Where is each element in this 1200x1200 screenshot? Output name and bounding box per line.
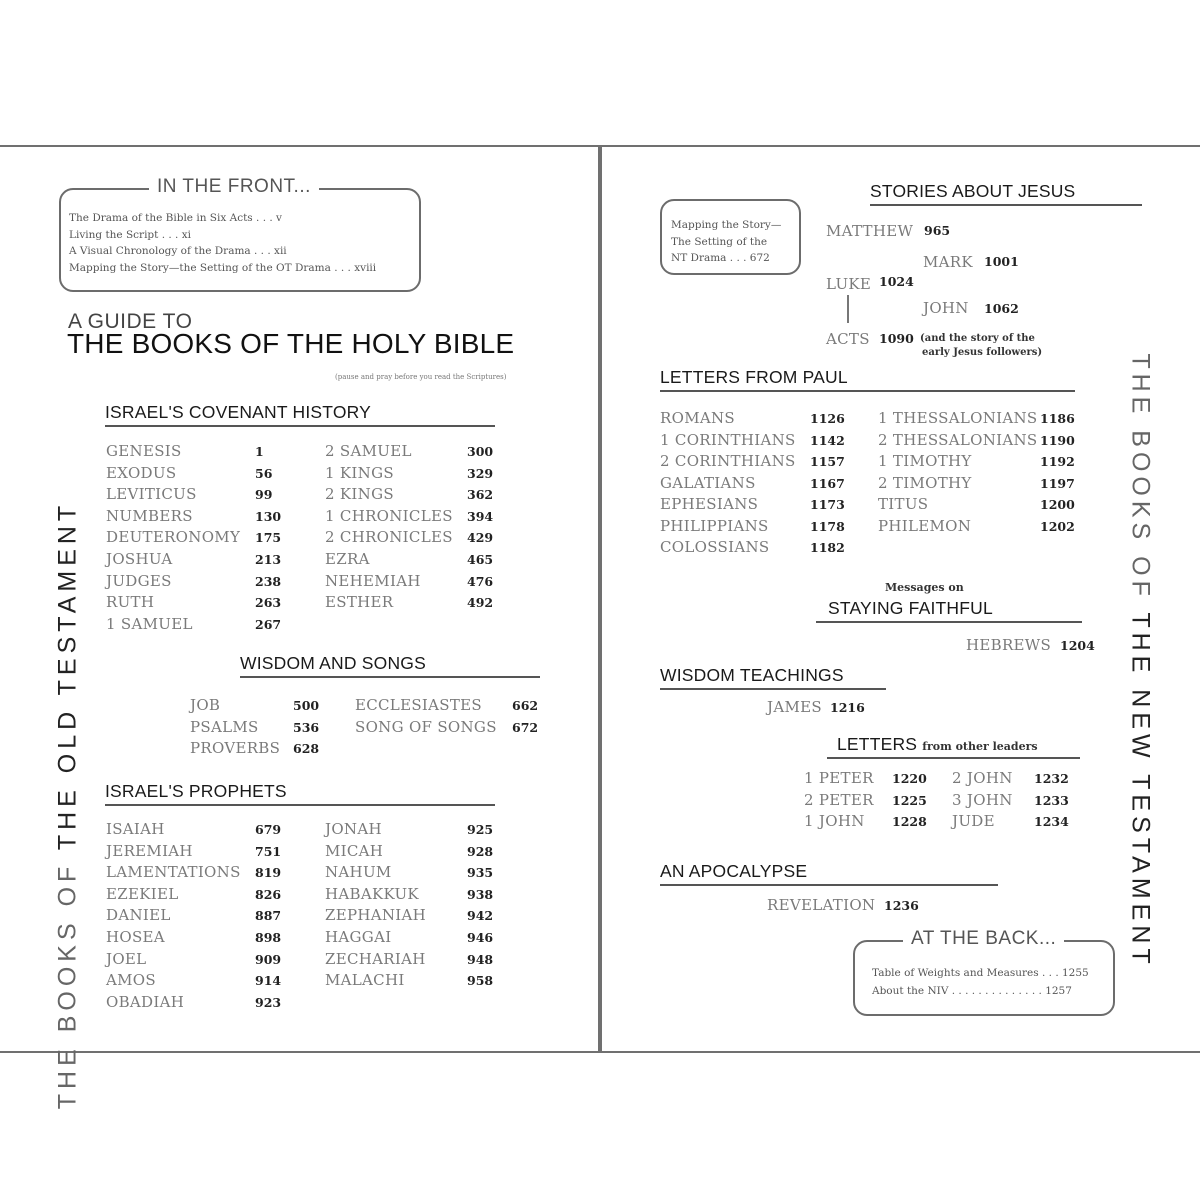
book-matthew: MATTHEW xyxy=(826,222,914,240)
prophets-book-page: 826 xyxy=(255,886,282,902)
front-item-chronology: A Visual Chronology of the Drama . . . xii xyxy=(69,245,287,257)
book-revelation: REVELATION xyxy=(767,896,876,914)
wisdom-book-name: PROVERBS xyxy=(190,739,281,758)
prophets-book-page: 938 xyxy=(467,886,494,902)
prophets-book-page: 909 xyxy=(255,951,282,967)
vertical-prefix: THE BOOKS OF xyxy=(53,861,82,1110)
prophets-book-page: 923 xyxy=(255,994,282,1010)
prophets-book-name: JONAH xyxy=(325,820,382,838)
covenant-book-name: 2 CHRONICLES xyxy=(325,528,453,547)
letters-book-name: 1 PETER xyxy=(804,769,874,787)
covenant-book-name: EXODUS xyxy=(106,463,177,482)
wisdom-book-name: SONG OF SONGS xyxy=(355,717,497,736)
letters-book-name: 2 PETER xyxy=(804,790,874,809)
prophets-book-page: 958 xyxy=(467,973,494,989)
covenant-book-name: 2 SAMUEL xyxy=(325,442,412,460)
covenant-book-name: LEVITICUS xyxy=(106,485,197,504)
paul-book-page: 1202 xyxy=(1040,518,1075,534)
paul-book-page: 1197 xyxy=(1040,475,1075,491)
prophets-book-name: ZECHARIAH xyxy=(325,949,426,968)
paul-book-name: 2 TIMOTHY xyxy=(878,473,972,492)
letters-book-page: 1220 xyxy=(892,771,927,786)
letters-book-name: JUDE xyxy=(952,812,995,831)
old-testament-vertical-title xyxy=(54,501,83,1109)
acts-note xyxy=(920,332,1042,360)
page-john: 1062 xyxy=(984,301,1019,316)
prophets-book-name: ZEPHANIAH xyxy=(325,906,427,925)
guide-note: (pause and pray before you read the Scriptures) xyxy=(335,373,507,381)
in-the-front-title: IN THE FRONT... xyxy=(149,176,319,198)
prophets-book-name: HAGGAI xyxy=(325,928,392,946)
covenant-book-page: 263 xyxy=(255,595,282,611)
covenant-book-name: 1 KINGS xyxy=(325,463,394,482)
prophets-book-page: 928 xyxy=(467,843,494,859)
covenant-book-name: 1 SAMUEL xyxy=(106,614,193,633)
paul-book-page: 1157 xyxy=(810,454,845,469)
luke-acts-connector xyxy=(847,295,849,323)
prophets-book-name: AMOS xyxy=(106,971,156,990)
prophets-book-name: HABAKKUK xyxy=(325,884,419,903)
covenant-book-name: NUMBERS xyxy=(106,506,193,525)
book-john: JOHN xyxy=(923,299,969,317)
paul-book-name: PHILEMON xyxy=(878,516,972,535)
covenant-book-page: 267 xyxy=(255,616,282,632)
letters-book-name: 3 JOHN xyxy=(952,790,1013,809)
back-item-weights: Table of Weights and Measures . . . 1255 xyxy=(872,967,1089,979)
guide-subtitle: A GUIDE TO xyxy=(68,310,193,333)
acts-note-line-2: early Jesus followers) xyxy=(922,347,1043,358)
book-james: JAMES xyxy=(767,698,822,716)
covenant-book-page: 362 xyxy=(467,487,494,503)
covenant-book-page: 394 xyxy=(467,508,494,524)
paul-book-page: 1126 xyxy=(810,411,845,426)
covenant-book-name: ESTHER xyxy=(325,593,394,612)
section-staying-faithful: STAYING FAITHFUL xyxy=(816,598,1082,623)
covenant-book-page: 99 xyxy=(255,487,273,503)
wisdom-book-page: 662 xyxy=(512,698,539,713)
paul-book-name: 1 TIMOTHY xyxy=(878,452,972,470)
letters-book-page: 1234 xyxy=(1034,814,1069,830)
prophets-book-page: 914 xyxy=(255,973,282,989)
vertical-strong: THE OLD TESTAMENT xyxy=(53,500,82,851)
prophets-book-name: MICAH xyxy=(325,841,384,860)
covenant-book-page: 329 xyxy=(467,465,494,481)
page-matthew: 965 xyxy=(924,223,951,238)
covenant-book-name: JUDGES xyxy=(106,571,172,590)
section-prophets: ISRAEL'S PROPHETS xyxy=(105,781,495,806)
paul-book-page: 1142 xyxy=(810,432,845,448)
paul-book-name: ROMANS xyxy=(660,409,735,427)
wisdom-book-name: PSALMS xyxy=(190,717,259,736)
wisdom-book-page: 628 xyxy=(293,741,320,757)
section-letters-other xyxy=(827,734,1080,759)
paul-book-name: TITUS xyxy=(878,495,929,513)
letters-book-page: 1232 xyxy=(1034,771,1069,786)
paul-book-page: 1173 xyxy=(810,497,845,512)
section-stories-jesus: STORIES ABOUT JESUS xyxy=(870,181,1142,206)
wisdom-book-page: 672 xyxy=(512,719,539,735)
paul-book-page: 1182 xyxy=(810,540,845,555)
paul-book-page: 1200 xyxy=(1040,497,1075,512)
page-revelation: 1236 xyxy=(884,898,919,913)
prophets-book-page: 935 xyxy=(467,865,494,881)
paul-book-name: 1 CORINTHIANS xyxy=(660,430,796,449)
front-item-mapping: Mapping the Story—the Setting of the OT Drama . . . xviii xyxy=(69,261,377,274)
letters-title: LETTERS xyxy=(837,734,918,754)
prophets-book-name: OBADIAH xyxy=(106,992,185,1011)
in-the-front-box xyxy=(59,176,421,292)
paul-book-page: 1178 xyxy=(810,518,845,534)
letters-book-page: 1225 xyxy=(892,792,927,808)
letters-book-name: 2 JOHN xyxy=(952,769,1013,787)
paul-book-name: EPHESIANS xyxy=(660,495,759,513)
prophets-book-page: 819 xyxy=(255,865,282,881)
prophets-book-page: 942 xyxy=(467,908,494,924)
paul-book-name: 1 THESSALONIANS xyxy=(878,409,1038,427)
prophets-book-name: DANIEL xyxy=(106,906,171,925)
page-james: 1216 xyxy=(830,700,865,715)
vertical-prefix-nt: THE BOOKS OF xyxy=(1126,353,1155,601)
prophets-book-page: 898 xyxy=(255,930,282,945)
wisdom-book-name: JOB xyxy=(190,696,221,714)
left-page xyxy=(0,145,600,1110)
map-line-1: Mapping the Story— xyxy=(671,219,782,231)
prophets-book-page: 679 xyxy=(255,822,282,837)
back-item-niv: About the NIV . . . . . . . . . . . . . . 1257 xyxy=(872,985,1072,997)
book-mark: MARK xyxy=(923,253,973,271)
section-wisdom-songs: WISDOM AND SONGS xyxy=(240,653,540,678)
covenant-book-name: RUTH xyxy=(106,593,155,612)
section-apocalypse: AN APOCALYPSE xyxy=(660,861,998,886)
covenant-book-page: 1 xyxy=(255,444,264,459)
covenant-book-page: 492 xyxy=(467,595,494,611)
covenant-book-name: 1 CHRONICLES xyxy=(325,506,453,525)
covenant-book-name: GENESIS xyxy=(106,442,182,460)
map-line-2: The Setting of the xyxy=(671,235,768,248)
covenant-book-page: 465 xyxy=(467,552,494,567)
acts-note-line-1: (and the story of the xyxy=(920,333,1035,344)
paul-book-page: 1192 xyxy=(1040,454,1075,469)
wisdom-book-name: ECCLESIASTES xyxy=(355,696,482,714)
at-the-back-title: AT THE BACK... xyxy=(903,928,1064,950)
faithful-pre: Messages on xyxy=(885,581,964,594)
page-mark: 1001 xyxy=(984,254,1019,269)
paul-book-name: 2 THESSALONIANS xyxy=(878,430,1038,449)
prophets-book-name: NAHUM xyxy=(325,863,392,882)
covenant-book-name: DEUTERONOMY xyxy=(106,528,241,547)
prophets-book-name: ISAIAH xyxy=(106,820,165,838)
covenant-book-page: 476 xyxy=(467,573,494,589)
section-wisdom-teachings: WISDOM TEACHINGS xyxy=(660,665,886,690)
book-acts: ACTS xyxy=(826,330,870,348)
front-item-living: Living the Script . . . xi xyxy=(69,228,192,241)
guide-title: THE BOOKS OF THE HOLY BIBLE xyxy=(67,328,515,359)
letters-book-name: 1 JOHN xyxy=(804,812,865,831)
letters-suffix: from other leaders xyxy=(922,740,1038,753)
letters-book-page: 1233 xyxy=(1034,792,1069,808)
wisdom-book-page: 500 xyxy=(293,698,320,713)
book-hebrews: HEBREWS xyxy=(966,636,1052,654)
prophets-book-page: 948 xyxy=(467,951,494,967)
map-line-3: NT Drama . . . 672 xyxy=(671,252,770,264)
wisdom-book-page: 536 xyxy=(293,719,320,735)
paul-book-page: 1167 xyxy=(810,475,845,491)
covenant-book-page: 213 xyxy=(255,552,282,567)
paul-book-name: GALATIANS xyxy=(660,473,756,492)
prophets-book-name: MALACHI xyxy=(325,971,405,990)
new-testament-vertical-title xyxy=(1126,353,1155,968)
prophets-book-page: 925 xyxy=(467,822,494,837)
vertical-strong-nt: THE NEW TESTAMENT xyxy=(1126,612,1155,969)
prophets-book-page: 887 xyxy=(255,908,282,924)
front-item-drama: The Drama of the Bible in Six Acts . . . v xyxy=(69,212,282,224)
book-luke: LUKE xyxy=(826,275,872,293)
letters-book-page: 1228 xyxy=(892,814,927,830)
prophets-book-page: 751 xyxy=(255,843,282,859)
paul-book-page: 1190 xyxy=(1040,432,1075,448)
paul-book-name: COLOSSIANS xyxy=(660,538,770,556)
section-letters-paul: LETTERS FROM PAUL xyxy=(660,367,1075,392)
covenant-book-page: 300 xyxy=(467,444,494,459)
page-acts: 1090 xyxy=(879,331,914,346)
paul-book-name: 2 CORINTHIANS xyxy=(660,452,796,470)
prophets-book-name: HOSEA xyxy=(106,928,165,946)
prophets-book-name: EZEKIEL xyxy=(106,884,179,903)
prophets-book-name: LAMENTATIONS xyxy=(106,863,241,882)
covenant-book-page: 429 xyxy=(467,530,494,546)
paul-book-name: PHILIPPIANS xyxy=(660,516,769,535)
covenant-book-page: 175 xyxy=(255,530,282,546)
at-the-back-box xyxy=(853,928,1115,1016)
section-covenant-history: ISRAEL'S COVENANT HISTORY xyxy=(105,402,495,427)
prophets-book-name: JOEL xyxy=(106,949,147,968)
covenant-book-name: NEHEMIAH xyxy=(325,571,421,590)
covenant-book-name: EZRA xyxy=(325,550,370,568)
mapping-story-box xyxy=(660,199,801,275)
page-luke: 1024 xyxy=(879,274,914,289)
covenant-book-name: JOSHUA xyxy=(106,550,173,568)
prophets-book-name: JEREMIAH xyxy=(106,841,193,860)
covenant-book-page: 56 xyxy=(255,465,273,481)
covenant-book-page: 130 xyxy=(255,508,282,524)
right-page xyxy=(600,145,1200,1053)
prophets-book-page: 946 xyxy=(467,930,494,945)
page-hebrews: 1204 xyxy=(1060,638,1095,653)
covenant-book-name: 2 KINGS xyxy=(325,485,394,504)
covenant-book-page: 238 xyxy=(255,573,282,589)
paul-book-page: 1186 xyxy=(1040,411,1075,426)
